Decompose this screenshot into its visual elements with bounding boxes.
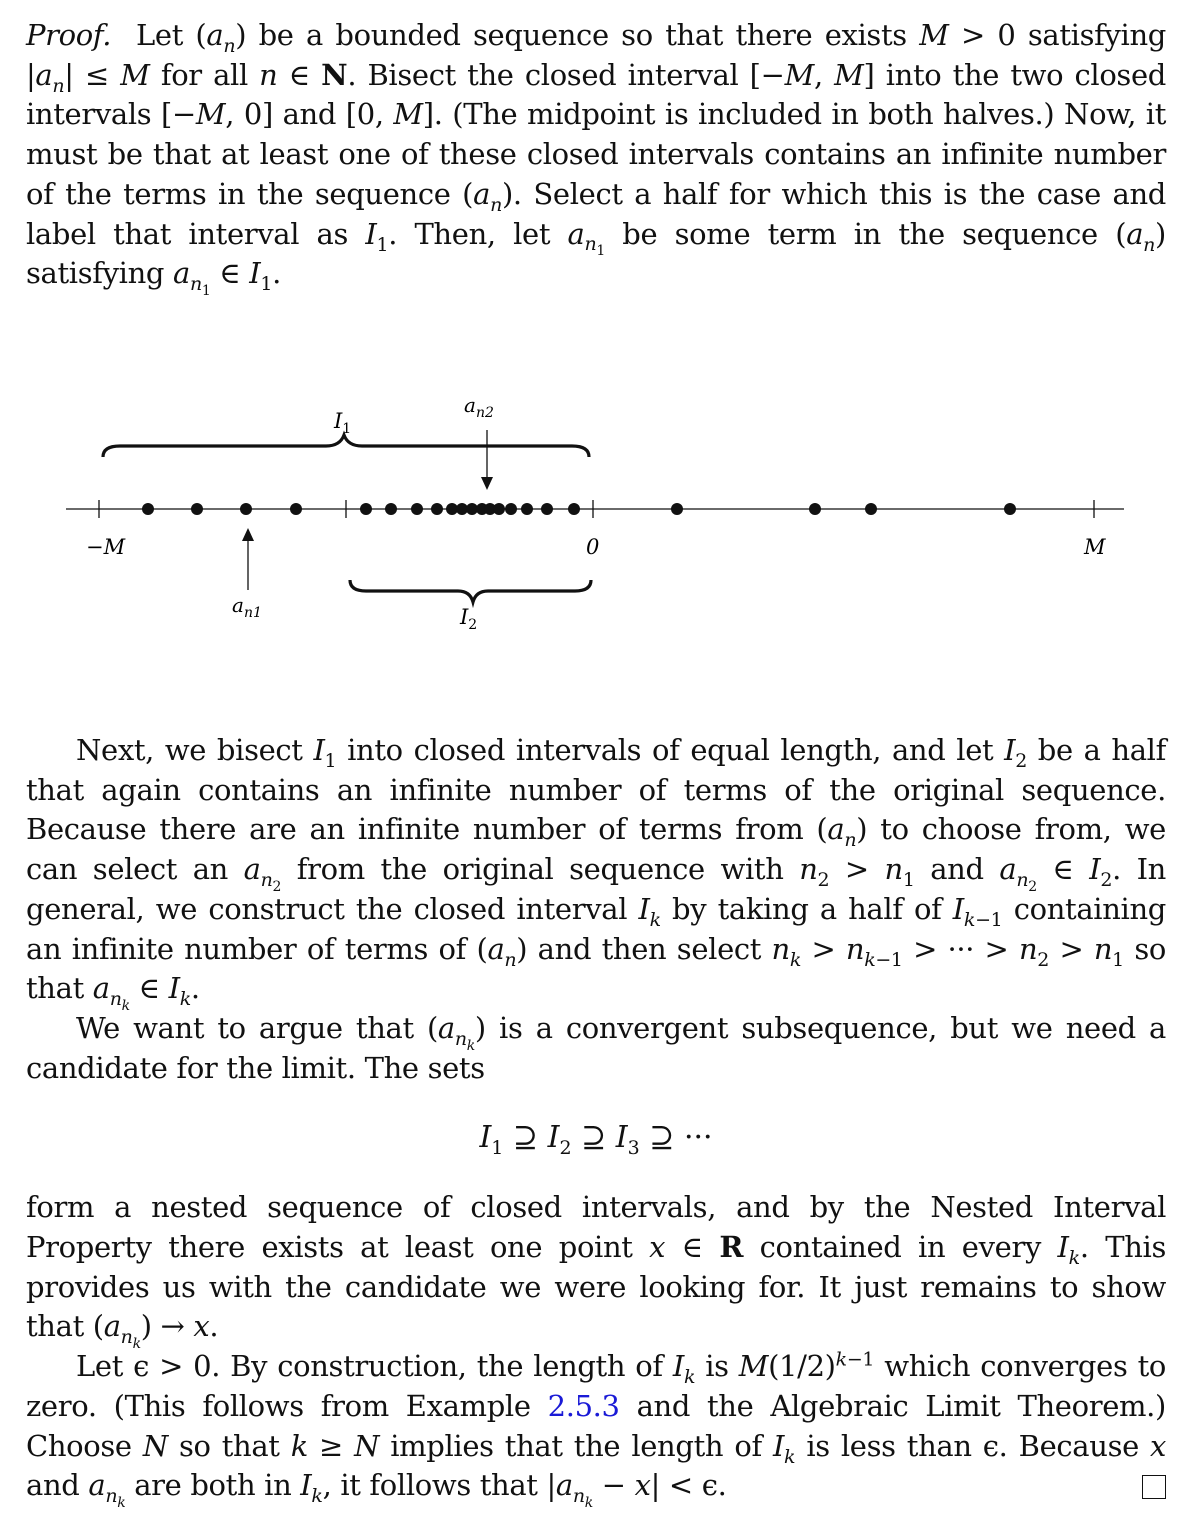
example-link[interactable]: 2.5.3 bbox=[547, 1388, 620, 1423]
term-dot bbox=[191, 503, 203, 515]
proof-label: Proof. bbox=[26, 18, 112, 52]
term-dot bbox=[385, 503, 397, 515]
label-i1: $I_1$ bbox=[334, 409, 352, 437]
label-an1: $a_{n1}$ bbox=[232, 593, 262, 621]
paragraph-1-body: Let $(a_n)$ be a bounded sequence so that there exists M > 0 satisfying $|a_n| \le M$ for all n ∈ N. Bisect the closed interval [−M, M] into the two closed intervals [−M, 0] and [0, M]. (The midpoint is included in both halves.) Now, it must be that at least one of these closed intervals contains an infinite number of the terms in the sequence $(a_n)$. Select a half for which this is the case and label that interval as $I_1$. Then, let $a_{n_1}$ be some term in the sequence $(a_n)$ satisfying $a_{n_1}$ ∈ $I_1$. bbox=[26, 18, 1166, 299]
term-dot bbox=[431, 503, 443, 515]
term-dot bbox=[809, 503, 821, 515]
label-an2: $a_{n2}$ bbox=[464, 393, 494, 421]
arrow-an2-head bbox=[481, 477, 493, 490]
term-dot bbox=[411, 503, 423, 515]
paragraph-5: Let ϵ > 0. By construction, the length of $I_k$ is $M(1/2)^{k-1}$ which converges to zero. (This follows from Example 2.5.3 and the Algebraic Limit Theorem.) Choose N so that k ≥ N implies that the length of $I_k$ is less than ϵ. Because x and $a_{n_k}$ are both in $I_k$, it follows that $|a_{n_k} - x| < \epsilon$. bbox=[26, 1348, 1167, 1511]
term-dot bbox=[1004, 503, 1016, 515]
term-dot bbox=[568, 503, 580, 515]
term-dot bbox=[290, 503, 302, 515]
label-m: M bbox=[1084, 535, 1106, 559]
bisection-figure bbox=[0, 380, 1196, 680]
term-dot bbox=[142, 503, 154, 515]
proof-text bbox=[26, 16, 1166, 299]
term-dot bbox=[505, 503, 517, 515]
label-neg-m: −M bbox=[86, 535, 126, 559]
paragraph-4: form a nested sequence of closed intervals, and by the Nested Interval Property there exists at least one point x ∈ R contained in every $I_k$. This provides us with the candidate we were looking for. It just remains to show that $(a_{n_k}) \to x$. bbox=[26, 1190, 1167, 1353]
term-dot bbox=[865, 503, 877, 515]
qed-box bbox=[1142, 1475, 1166, 1499]
term-dot bbox=[521, 503, 533, 515]
paragraph-3: We want to argue that $(a_{n_k})$ is a convergent subsequence, but we need a candidate for the limit. The sets bbox=[26, 1010, 1166, 1085]
term-dot bbox=[360, 503, 372, 515]
term-dot bbox=[240, 503, 252, 515]
brace-i1 bbox=[103, 435, 589, 457]
label-zero: 0 bbox=[586, 535, 600, 559]
label-i2: $I_2$ bbox=[460, 605, 478, 633]
paragraph-2: Next, we bisect $I_1$ into closed intervals of equal length, and let $I_2$ be a half that again contains an infinite number of terms of the original sequence. Because there are an infinite number of terms from $(a_n)$ to choose from, we can select an $a_{n_2}$ from the original sequence with $n_2 > n_1$ and $a_{n_2}$ ∈ $I_2$. In general, we construct the closed interval $I_k$ by taking a half of $I_{k-1}$ containing an infinite number of terms of $(a_n)$ and then select $n_k > n_{k-1}$ > ··· > $n_2 > n_1$ so that $a_{n_k}$ ∈ $I_k$. bbox=[26, 733, 1167, 1014]
arrow-an1-head bbox=[242, 528, 254, 541]
term-dot bbox=[493, 503, 505, 515]
nested-intervals-equation: $I_1$ ⊇ $I_2$ ⊇ $I_3$ ⊇ ··· bbox=[479, 1120, 713, 1160]
term-dot bbox=[671, 503, 683, 515]
brace-i2 bbox=[350, 580, 591, 602]
term-dot bbox=[541, 503, 553, 515]
paragraph-1 bbox=[26, 16, 1166, 299]
proof-continuation bbox=[26, 731, 1167, 1511]
